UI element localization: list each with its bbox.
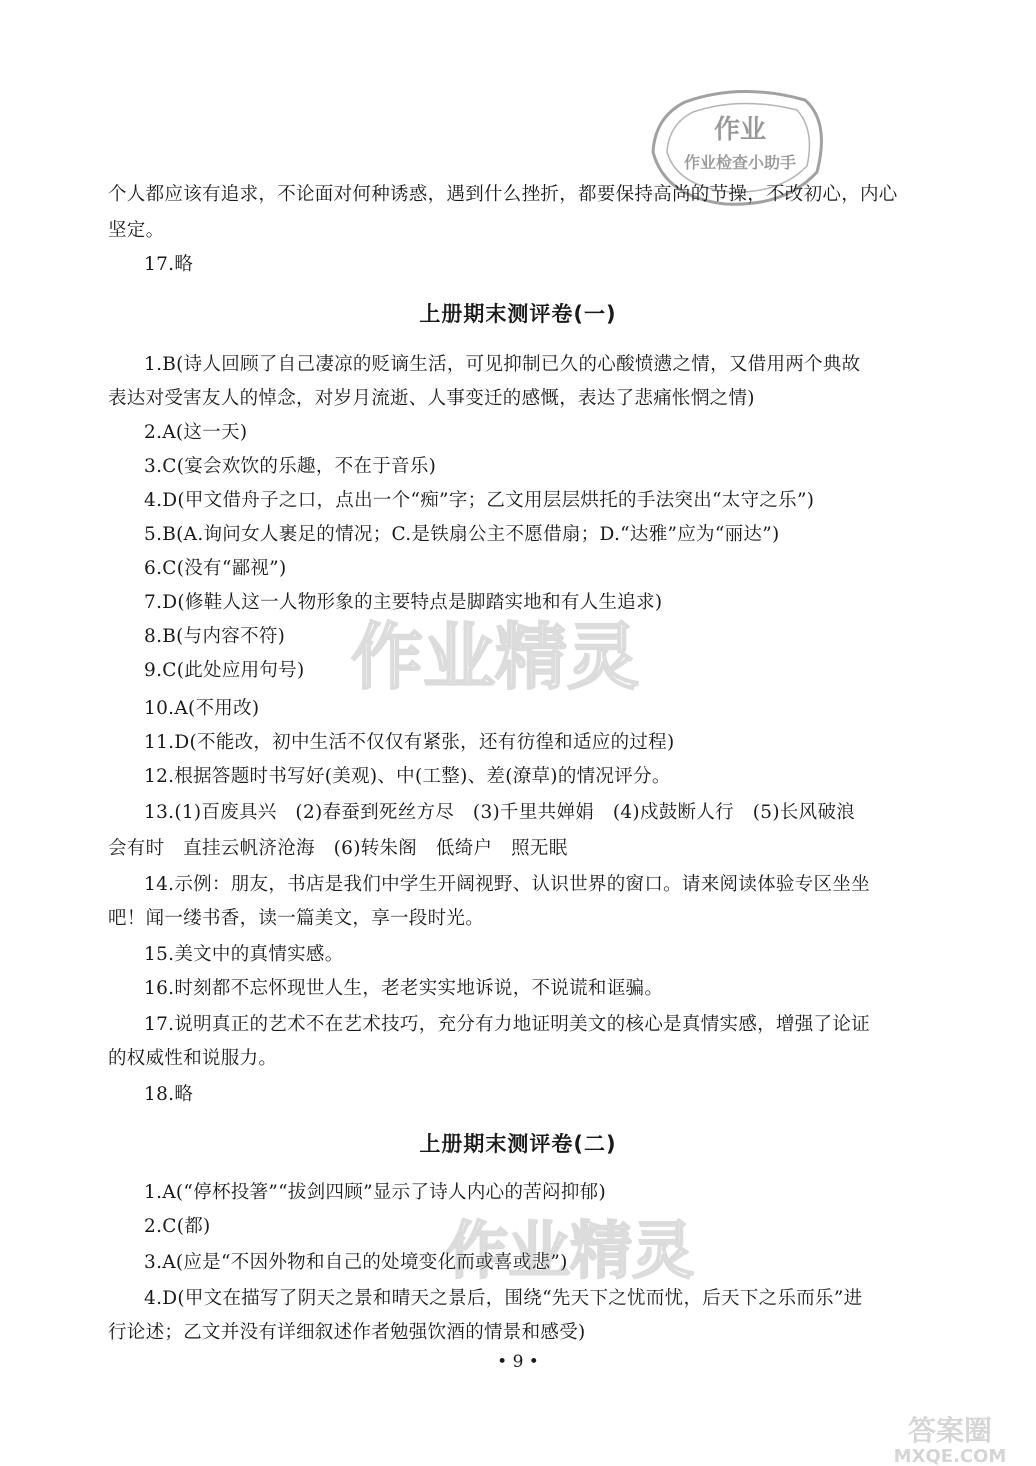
- answer-line: 1.A(“停杯投箸”“拔剑四顾”显示了诗人内心的苦闷抑郁): [144, 1182, 606, 1203]
- answer-line: 8.B(与内容不符): [144, 626, 286, 647]
- answer-line: 2.C(都): [144, 1216, 211, 1237]
- answer-line: 6.C(没有“鄙视”): [144, 558, 287, 579]
- answer-line: 18.略: [144, 1084, 194, 1105]
- answer-line: 4.D(甲文在描写了阴天之景和晴天之景后，围绕“先天下之忧而忧，后天下之乐而乐”进: [144, 1288, 863, 1309]
- answer-line: 3.A(应是“不因外物和自己的处境变化而或喜或悲”): [144, 1252, 568, 1273]
- answer-line: 行论述；乙文并没有详细叙述作者勉强饮酒的情景和感受): [108, 1322, 586, 1343]
- stamp-text-bottom: 作业检查小助手: [683, 153, 797, 172]
- watermark-text: 作业精灵: [350, 615, 640, 699]
- answer-line: 16.时刻都不忘怀现世人生，老老实实地诉说，不说谎和诓骗。: [144, 978, 664, 999]
- stamp-text-top: 作业: [713, 115, 767, 145]
- text-line: 17.略: [144, 254, 194, 275]
- answer-line: 7.D(修鞋人这一人物形象的主要特点是脚踏实地和有人生追求): [144, 592, 663, 613]
- watermark: [330, 600, 660, 710]
- answer-line: 的权威性和说服力。: [108, 1048, 278, 1069]
- answer-line: 15.美文中的真情实感。: [144, 944, 344, 965]
- answer-line: 17.说明真正的艺术不在艺术技巧，充分有力地证明美文的核心是真情实感，增强了论证: [144, 1014, 870, 1035]
- answer-line: 14.示例：朋友，书店是我们中学生开阔视野、认识世界的窗口。请来阅读体验专区坐坐: [144, 874, 870, 895]
- page-number: • 9 •: [497, 1352, 539, 1372]
- section-title: 上册期末测评卷(二): [419, 1132, 617, 1156]
- answer-line: 5.B(A.询问女人裹足的情况；C.是铁扇公主不愿借扇；D.“达雅”应为“丽达”): [144, 524, 780, 545]
- text-line: 个人都应该有追求，不论面对何种诱惑，遇到什么挫折，都要保持高尚的节操，不改初心，内心: [108, 184, 898, 205]
- logo-text-big: 答案圈: [907, 1414, 993, 1447]
- answer-line: 1.B(诗人回顾了自己凄凉的贬谪生活，可见抑制已久的心酸愤懑之情，又借用两个典故: [144, 354, 861, 375]
- answer-line: 表达对受害友人的悼念，对岁月流逝、人事变迁的感慨，表达了悲痛怅惘之情): [108, 388, 755, 409]
- answer-line: 10.A(不用改): [144, 698, 260, 719]
- section-title: 上册期末测评卷(一): [419, 302, 617, 326]
- answer-line: 12.根据答题时书写好(美观)、中(工整)、差(潦草)的情况评分。: [144, 766, 671, 787]
- logo-text-small: MXQE.COM: [893, 1446, 1007, 1466]
- answer-line: 11.D(不能改，初中生活不仅仅有紧张，还有彷徨和适应的过程): [144, 732, 675, 753]
- answer-line: 4.D(甲文借舟子之口，点出一个“痴”字；乙文用层层烘托的手法突出“太守之乐”): [144, 490, 815, 511]
- answer-line: 2.A(这一天): [144, 422, 248, 443]
- text-line: 坚定。: [108, 220, 165, 241]
- watermark-text: 作业精灵: [445, 1214, 695, 1287]
- answer-line: 会有时 直挂云帆济沧海 (6)转朱阁 低绮户 照无眠: [108, 838, 568, 859]
- answer-line: 吧！闻一缕书香，读一篇美文，享一段时光。: [108, 908, 485, 929]
- site-logo: [870, 1410, 1030, 1466]
- answer-line: 3.C(宴会欢饮的乐趣，不在于音乐): [144, 456, 437, 477]
- answer-line: 13.(1)百废具兴 (2)春蚕到死丝方尽 (3)千里共婵娟 (4)戍鼓断人行 (5)长风破浪: [144, 802, 856, 823]
- answer-line: 9.C(此处应用句号): [144, 660, 305, 681]
